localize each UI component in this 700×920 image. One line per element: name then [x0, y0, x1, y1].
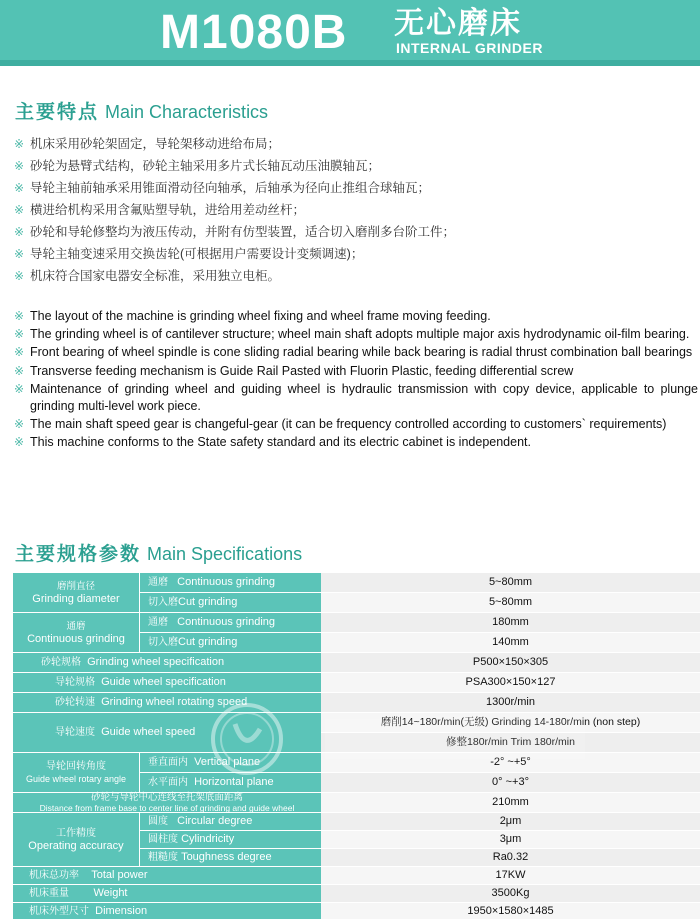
list-item: ※ 砂轮和导轮修整均为液压传动，并附有仿型装置，适合切入磨削多台阶工件； — [14, 225, 456, 239]
table-value: 180mm — [321, 613, 700, 633]
table-row-label: 砂轮与导轮中心连线至托架底面距离 Distance from frame base to center line of grinding and guide wheel — [13, 793, 321, 813]
list-item: ※ The grinding wheel is of cantilever structure; wheel main shaft adopts multiple major axis hydrodynamic oil-film bearing. — [14, 327, 690, 342]
table-sub-label: 切入磨 Cut grinding — [139, 593, 321, 613]
list-item: ※ Maintenance of grinding wheel and guiding wheel is hydraulic transmission with copy device, applicable to plunge grinding multi-level work piece. — [14, 381, 698, 413]
table-sub-label: 水平面内 Horizontal plane — [139, 773, 321, 793]
characteristics-heading-en: Main Characteristics — [105, 102, 269, 122]
star-bullet-icon: ※ — [14, 159, 25, 173]
specifications-heading-en: Main Specifications — [147, 544, 303, 564]
star-bullet-icon: ※ — [14, 381, 25, 396]
star-bullet-icon: ※ — [14, 203, 25, 217]
table-value: 磨削14~180r/min(无级) Grinding 14-180r/min (non step) — [321, 713, 700, 733]
table-value: 5~80mm — [321, 593, 700, 613]
table-value: Ra0.32 — [321, 849, 700, 867]
list-item: ※ 导轮主轴前轴承采用锥面滑动径向轴承，后轴承为径向止推组合球轴瓦； — [14, 181, 431, 195]
list-item: ※ Transverse feeding mechanism is Guide Rail Pasted with Fluorin Plastic, feeding differential screw — [14, 363, 574, 378]
table-row-label: 磨削直径 Grinding diameter — [13, 573, 139, 613]
header-stripe — [0, 60, 700, 66]
list-item: ※ The layout of the machine is grinding wheel fixing and wheel frame moving feeding. — [14, 309, 491, 323]
table-value: 修整180r/min Trim 180r/min — [321, 733, 700, 753]
table-row-label: 砂轮转速 Grinding wheel rotating speed — [13, 693, 321, 713]
specifications-heading-cn: 主要规格参数 — [15, 544, 142, 565]
table-sub-label: 粗糙度 Toughness degree — [139, 849, 321, 867]
table-row-label: 机床重量 Weight — [13, 885, 321, 903]
list-item: ※ 横进给机构采用含氟贴塑导轨，进给用差动丝杆； — [14, 203, 306, 217]
list-item: ※ Front bearing of wheel spindle is cone sliding radial bearing while back bearing is radial thrust combination ball bearings — [14, 345, 693, 360]
table-row-label: 工作精度 Operating accuracy — [13, 813, 139, 867]
table-value: 2μm — [321, 813, 700, 831]
table-value: 210mm — [321, 793, 700, 813]
table-value: 17KW — [321, 867, 700, 885]
table-row-label: 机床外型尺寸 Dimension — [13, 903, 321, 920]
table-value: P500×150×305 — [321, 653, 700, 673]
table-value: 0° ~+3° — [321, 773, 700, 793]
star-bullet-icon: ※ — [14, 309, 25, 323]
table-row-label: 导轮规格 Guide wheel specification — [13, 673, 321, 693]
star-bullet-icon: ※ — [14, 181, 25, 195]
star-bullet-icon: ※ — [14, 225, 25, 239]
star-bullet-icon: ※ — [14, 137, 25, 151]
table-row-label: 通磨 Continuous grinding — [13, 613, 139, 653]
table-value: 1950×1580×1485 — [321, 903, 700, 920]
product-title-en: INTERNAL GRINDER — [396, 40, 543, 56]
model-number: M1080B — [160, 6, 348, 59]
star-bullet-icon: ※ — [14, 327, 25, 342]
list-item: ※ This machine conforms to the State safety standard and its electric cabinet is independent. — [14, 435, 531, 450]
star-bullet-icon: ※ — [14, 363, 25, 378]
list-item: ※ 砂轮为悬臂式结构，砂轮主轴采用多片式长轴瓦动压油膜轴瓦； — [14, 159, 381, 173]
star-bullet-icon: ※ — [14, 269, 25, 283]
table-row-label: 砂轮规格 Grinding wheel specification — [13, 653, 321, 673]
table-value: 3500Kg — [321, 885, 700, 903]
characteristics-heading-cn: 主要特点 — [15, 102, 100, 123]
table-sub-label: 垂直面内 Vertical plane — [139, 753, 321, 773]
table-value: -2° ~+5° — [321, 753, 700, 773]
table-sub-label: 圆柱度 Cylindricity — [139, 831, 321, 849]
specifications-heading — [15, 540, 302, 568]
table-sub-label: 圆度 Circular degree — [139, 813, 321, 831]
table-row-label: 机床总功率 Total power — [13, 867, 321, 885]
table-sub-label: 通磨 Continuous grinding — [139, 613, 321, 633]
table-value: 140mm — [321, 633, 700, 653]
table-value: 1300r/min — [321, 693, 700, 713]
product-title-cn: 无心磨床 — [394, 7, 522, 40]
list-item: ※ 机床符合国家电器安全标准，采用独立电柜。 — [14, 269, 281, 283]
star-bullet-icon: ※ — [14, 435, 25, 450]
characteristics-list-en — [14, 308, 698, 452]
list-item: ※ The main shaft speed gear is changeful-gear (it can be frequency controlled according to customers` requirements) — [14, 416, 667, 431]
characteristics-list-cn — [14, 136, 698, 290]
table-value: PSA300×150×127 — [321, 673, 700, 693]
table-sub-label: 通磨 Continuous grinding — [139, 573, 321, 593]
star-bullet-icon: ※ — [14, 416, 25, 431]
characteristics-heading — [15, 98, 268, 126]
table-value: 3μm — [321, 831, 700, 849]
table-sub-label: 切入磨 Cut grinding — [139, 633, 321, 653]
specifications-table — [13, 573, 700, 920]
list-item: ※ 导轮主轴变速采用交换齿轮(可根据用户需要设计变频调速)； — [14, 247, 364, 261]
star-bullet-icon: ※ — [14, 247, 25, 261]
star-bullet-icon: ※ — [14, 345, 25, 360]
list-item: ※ 机床采用砂轮架固定，导轮架移动进给布局； — [14, 137, 281, 151]
table-value: 5~80mm — [321, 573, 700, 593]
table-row-label: 导轮回转角度 Guide wheel rotary angle — [13, 753, 139, 793]
header-banner — [0, 0, 700, 66]
table-row-label: 导轮速度 Guide wheel speed — [13, 713, 321, 753]
